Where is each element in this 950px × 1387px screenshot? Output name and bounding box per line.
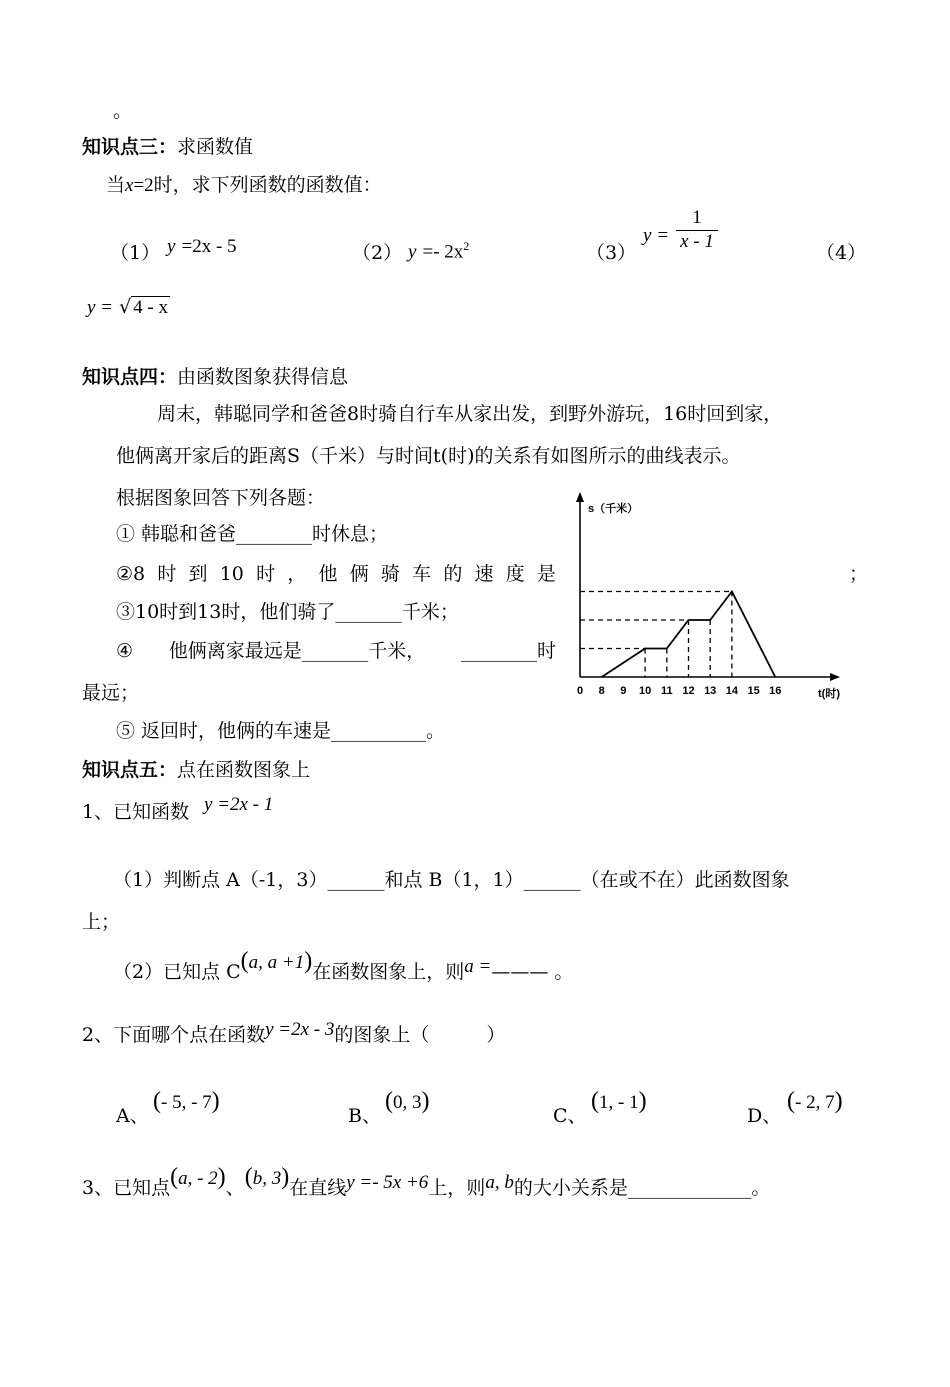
question-4-continued: 最远； (82, 682, 140, 704)
item-2-expr (408, 233, 469, 265)
section-5-label: 知识点五： (82, 759, 178, 781)
question-2-char: 度 (505, 563, 525, 585)
problem-paragraph-2: 他俩离开家后的距离S（千米）与时间t(时)的关系有如图所示的曲线表示。 (116, 445, 741, 467)
item-4-radicand: 4 - x (133, 297, 168, 318)
item-2-sup: 2 (463, 239, 470, 253)
x-axis-arrow (830, 673, 840, 681)
item-1-expr (167, 233, 237, 260)
leading-punctuation: 。 (113, 100, 133, 122)
problem-1a-continued: 上； (82, 911, 121, 933)
option-c-value: (1, - 1) (591, 1088, 647, 1114)
question-2-char: 时 (256, 563, 276, 585)
problem-1-function-text: y =2x - 1 (204, 794, 274, 815)
x-tick-label: 9 (620, 685, 627, 697)
question-1: ① 韩聪和爸爸________时休息； (116, 523, 389, 545)
x-tick-label: 8 (598, 685, 605, 697)
option-d-label: D、 (747, 1105, 782, 1127)
problem-1b-text-c: ——— 。 (491, 961, 574, 983)
problem-3-separator: 、 (225, 1177, 245, 1199)
problem-2 (82, 1019, 506, 1049)
section-4-label: 知识点四： (82, 366, 178, 388)
y-axis-arrow (576, 492, 584, 502)
problem-3-text-d: 的大小关系是_____________。 (513, 1177, 771, 1199)
question-2-char: 到 (188, 563, 208, 585)
question-2-char: ， (287, 563, 307, 585)
question-4-end: ________时 (460, 640, 556, 662)
item-1-lhs: y (167, 236, 176, 257)
problem-3-ab: a, b (485, 1172, 514, 1193)
question-2-char: ②8 (116, 563, 146, 585)
option-a-value: (- 5, - 7) (153, 1088, 220, 1114)
section-3-intro (106, 172, 382, 199)
distance-line (602, 592, 776, 678)
item-2-label: （2） (352, 242, 403, 264)
problem-2-text-a: 2、下面哪个点在函数 (82, 1024, 266, 1046)
option-b-label: B、 (348, 1105, 381, 1127)
problem-3-text-b: 在直线 (289, 1177, 347, 1199)
x-tick-label: 15 (747, 685, 760, 697)
problem-1-function (204, 791, 273, 818)
item-3-fraction (676, 206, 718, 253)
problem-paragraph-1: 周末，韩聪同学和爸爸8时骑自行车从家出发，到野外游玩，16时回到家， (157, 403, 783, 425)
x-tick-label: 14 (725, 685, 739, 697)
x-tick-label: 11 (660, 685, 673, 697)
distance-time-graph (568, 488, 848, 708)
question-2-char: 是 (536, 563, 556, 585)
sqrt-symbol: √ (119, 296, 132, 318)
item-4-label: （4） (816, 242, 867, 264)
problem-3-text-a: 3、已知点 (82, 1177, 171, 1199)
item-1-label: （1） (110, 242, 161, 264)
point-2: (b, 3) (244, 1164, 290, 1190)
option-c-label: C、 (553, 1105, 587, 1127)
option-a-label: A、 (116, 1105, 149, 1127)
question-2-char: 他 (318, 563, 338, 585)
question-2-char: 车 (412, 563, 432, 585)
question-4-mark: ④ (116, 640, 134, 662)
x-tick-label: 0 (576, 685, 584, 697)
point-2-coords: b, 3 (252, 1168, 282, 1189)
question-2-char: 俩 (349, 563, 369, 585)
section-3-heading (82, 134, 253, 160)
paren-close: ) (304, 948, 313, 974)
item-2-rhs: =- 2x (422, 241, 464, 263)
paren-open: ( (240, 948, 249, 974)
problem-2-text-b: 的图象上（ ） (334, 1024, 506, 1046)
option-d-value: (- 2, 7) (787, 1088, 843, 1114)
question-4-text: 他俩离家最远是_______千米， (168, 640, 426, 662)
option-b-value: (0, 3) (385, 1088, 430, 1114)
x-axis-label: t(时) (818, 688, 840, 700)
y-axis-label: s（千米） (588, 503, 639, 515)
problem-1b-text-a: （2）已知点 C (113, 961, 241, 983)
section-5-heading (82, 757, 310, 783)
question-2-char: 时 (157, 563, 177, 585)
question-2 (116, 561, 556, 587)
problem-1b (113, 948, 574, 986)
item-3-numerator: 1 (692, 207, 702, 228)
x-tick-label: 13 (704, 685, 717, 697)
question-4 (116, 638, 556, 664)
problem-1b-var: a = (464, 956, 492, 977)
item-3-lhs-var: y (643, 225, 652, 246)
question-2-char: 10 (219, 563, 244, 585)
x-tick-label: 12 (682, 685, 695, 697)
intro-text-a: 当 (106, 174, 126, 196)
question-2-char: 的 (443, 563, 463, 585)
item-4-lhs: y = (87, 297, 114, 318)
problem-1b-text-b: 在函数图象上，则 (312, 961, 465, 983)
option-d-coords: - 2, 7 (795, 1092, 835, 1113)
option-b-coords: 0, 3 (393, 1092, 422, 1113)
problem-3-text-c: 上，则 (428, 1177, 486, 1199)
x-tick-label: 10 (638, 685, 652, 697)
intro-text-b: 时，求下列函数的函数值： (153, 174, 382, 196)
section-5-title: 点在函数图象上 (177, 759, 311, 781)
item-3-denominator: x - 1 (680, 231, 714, 252)
problem-1a: （1）判断点 A（-1，3）______和点 B（1，1）______（在或不在）此函数图象 (113, 869, 790, 891)
section-3-title: 求函数值 (177, 136, 254, 158)
section-4-title: 由函数图象获得信息 (177, 366, 349, 388)
question-3: ③10时到13时，他们骑了_______千米； (116, 601, 459, 623)
point-c-coords: a, a +1 (248, 952, 305, 973)
question-2-char: 速 (474, 563, 494, 585)
question-2-end: ； (849, 563, 869, 585)
x-tick-label: 16 (769, 685, 782, 697)
point-1: (a, - 2) (170, 1164, 226, 1190)
question-5: ⑤ 返回时，他俩的车速是__________。 (116, 720, 446, 742)
problem-paragraph-3: 根据图象回答下列各题： (116, 487, 326, 509)
item-3-lhs: y = (643, 225, 669, 246)
item-2-lhs: y (408, 241, 417, 263)
intro-cond-val: =2 (133, 175, 154, 196)
problem-3-function: y =- 5x +6 (346, 1172, 429, 1193)
point-c (240, 948, 313, 974)
option-a-coords: - 5, - 7 (161, 1092, 212, 1113)
item-1-rhs: =2x - 5 (181, 236, 237, 257)
intro-cond-var: x (125, 175, 134, 196)
problem-3 (82, 1164, 771, 1202)
item-3-label: （3） (586, 242, 637, 264)
section-3-label: 知识点三： (82, 136, 178, 158)
question-2-char: 骑 (380, 563, 400, 585)
item-4-expr (87, 294, 170, 321)
option-c-coords: 1, - 1 (599, 1092, 639, 1113)
problem-2-function: y =2x - 3 (265, 1019, 335, 1040)
point-1-coords: a, - 2 (178, 1168, 218, 1189)
problem-1-label: 1、已知函数 (82, 801, 190, 823)
section-4-heading (82, 364, 348, 390)
